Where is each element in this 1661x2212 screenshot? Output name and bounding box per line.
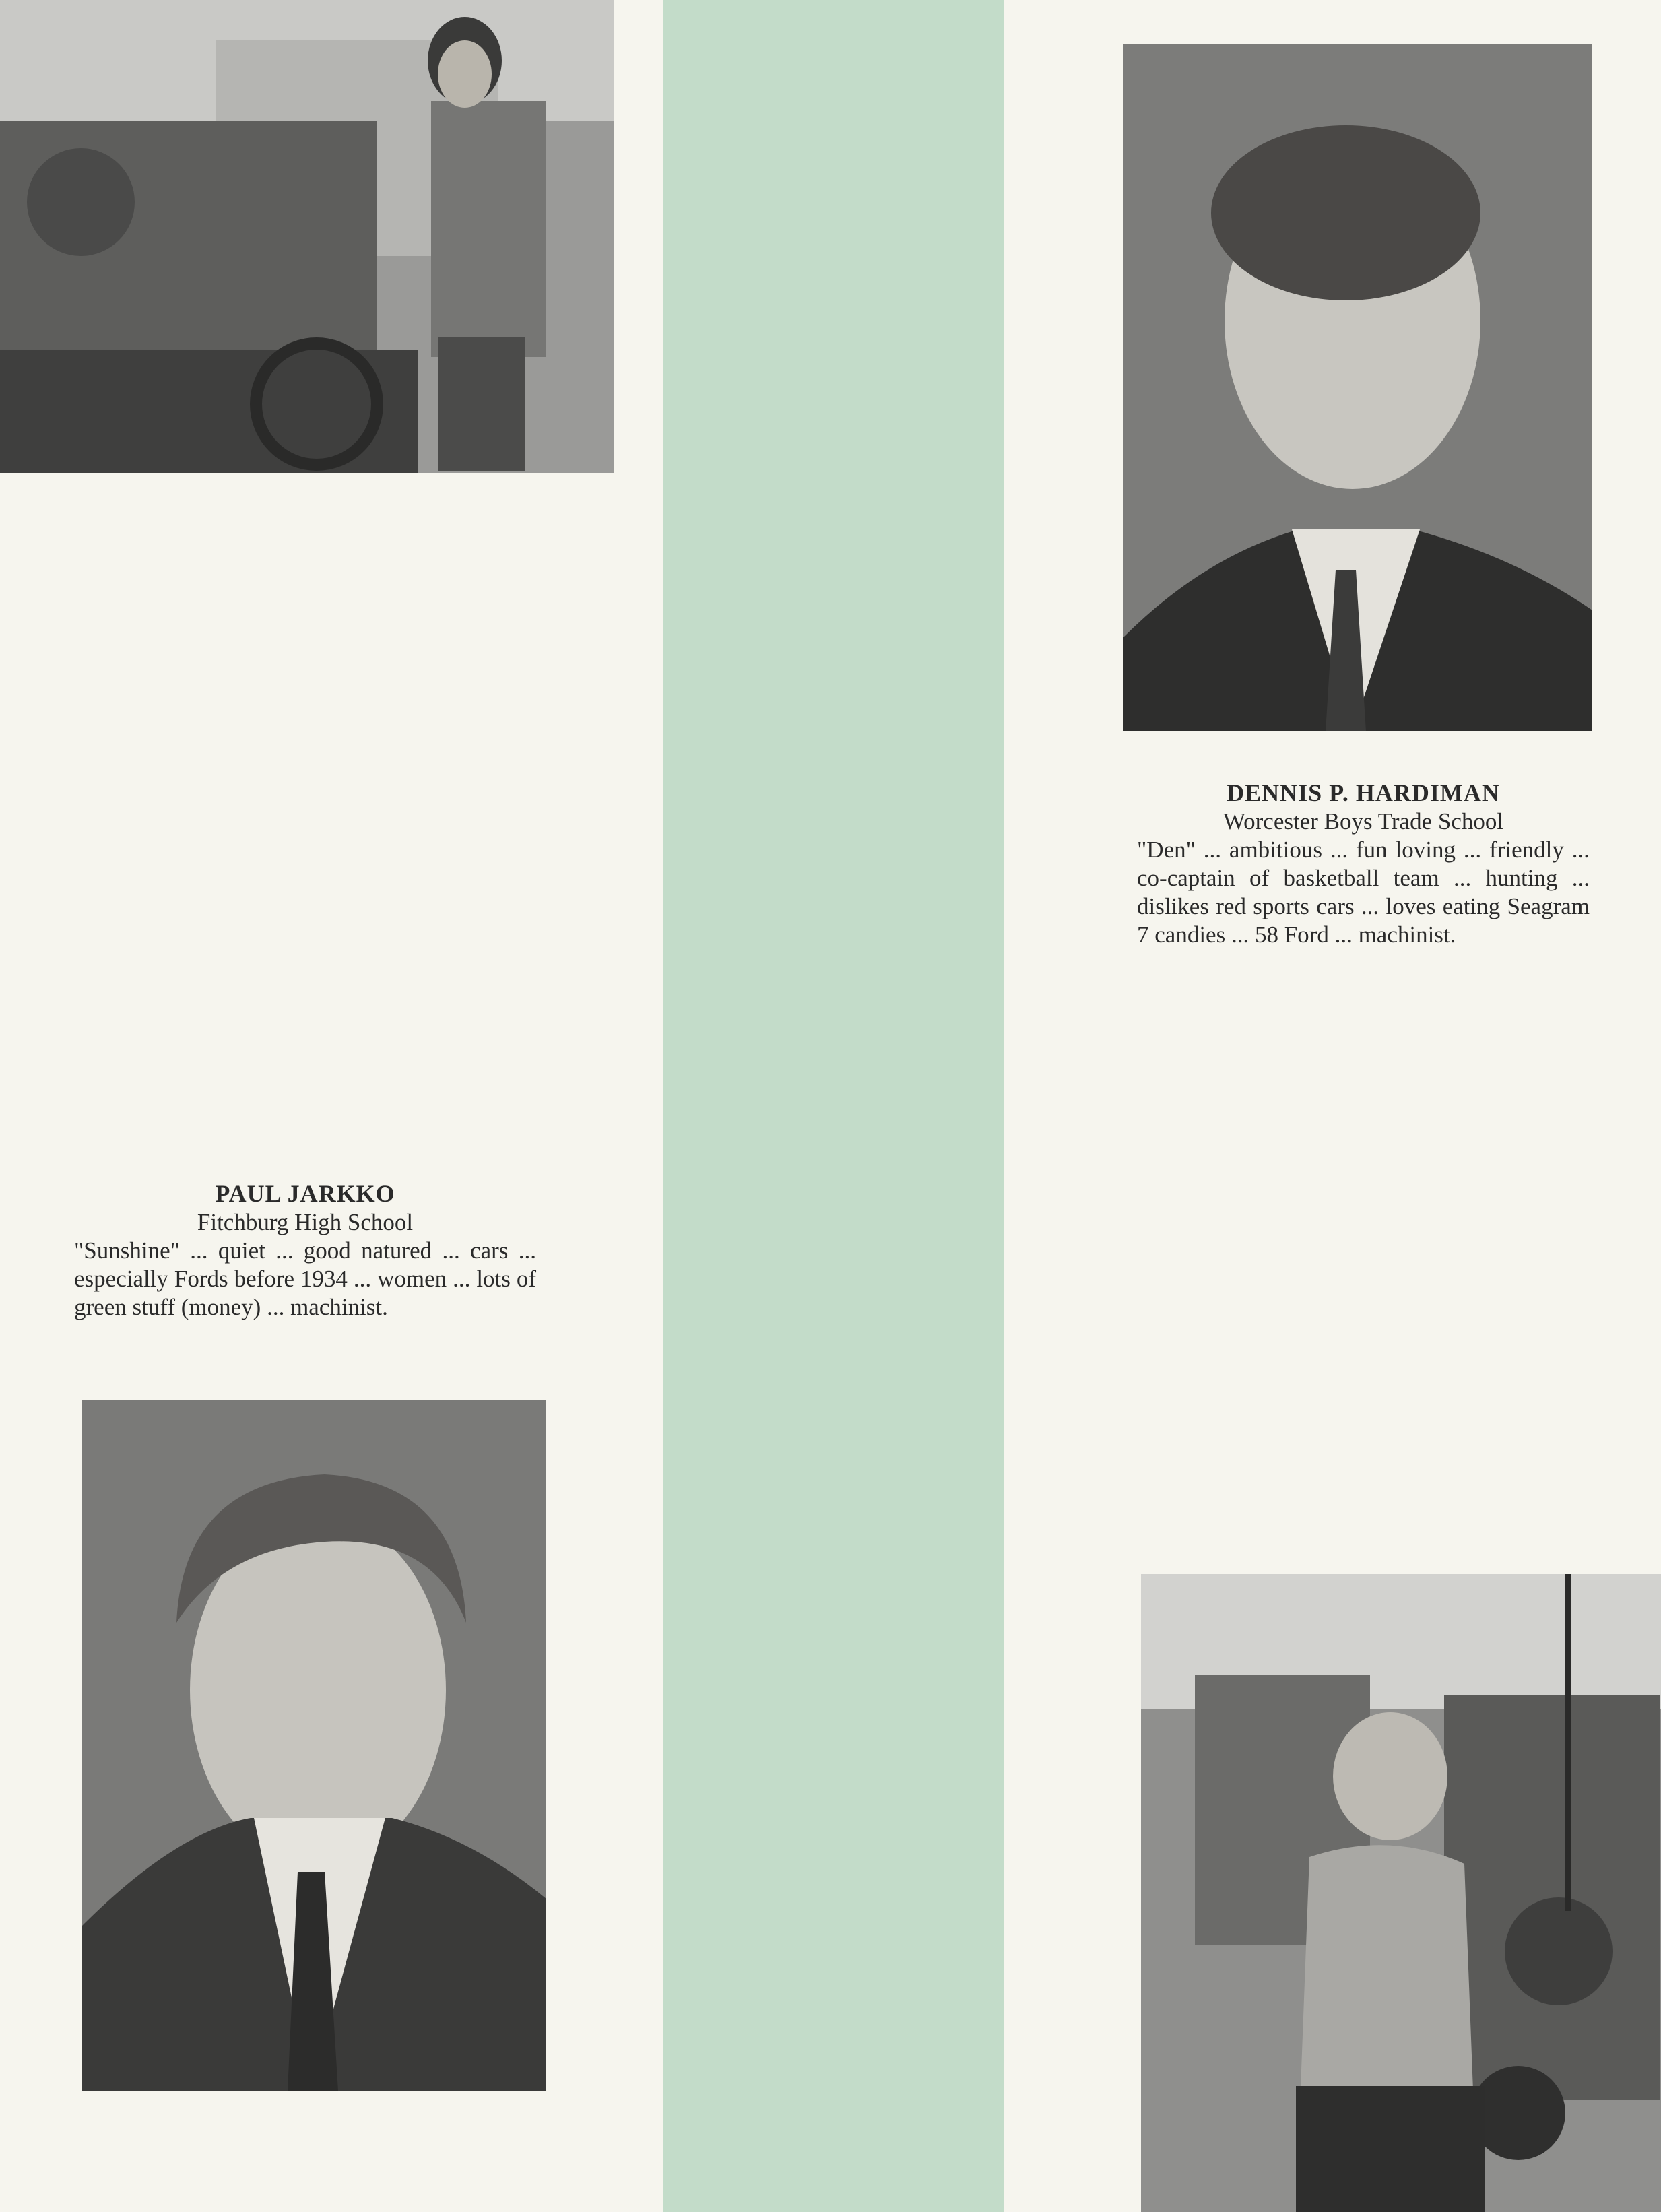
machine-shop-photo-top [0, 0, 614, 473]
jarkko-caption [74, 1179, 536, 1322]
student-name: DENNIS P. HARDIMAN [1227, 779, 1500, 806]
machine-shop-photo-bottom [1141, 1574, 1661, 2212]
student-name: PAUL JARKKO [215, 1180, 395, 1207]
student-school: Fitchburg High School [197, 1209, 414, 1235]
student-school: Worcester Boys Trade School [1223, 808, 1504, 835]
student-bio: "Sunshine" ... quiet ... good natured ... cars ... especially Fords before 1934 ... women ... lots of green stuff (money) ... machinist. [74, 1237, 536, 1320]
student-bio: "Den" ... ambitious ... fun loving ... friendly ... co-captain of basketball team ... hunting ... dislikes red sports cars ... loves eating Seagram 7 candies ... 58 Ford ... machinist. [1137, 837, 1590, 948]
jarkko-portrait [82, 1400, 546, 2091]
hardiman-caption [1137, 778, 1590, 949]
green-stripe [663, 0, 1004, 2212]
hardiman-portrait [1123, 44, 1592, 731]
